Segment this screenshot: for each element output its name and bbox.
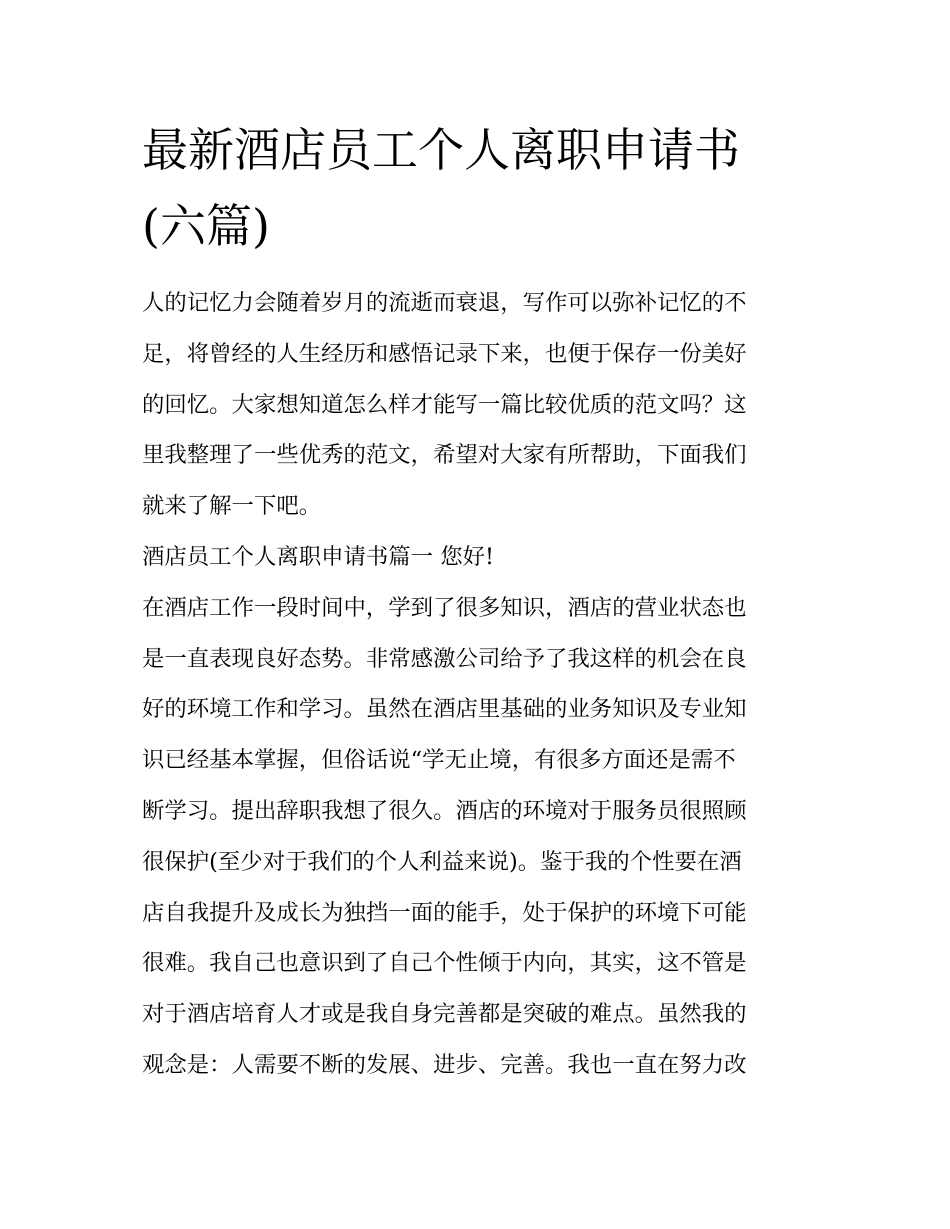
document-body	[142, 278, 814, 1091]
document-content	[142, 112, 814, 1091]
title-line: 最新酒店员工个人离职申请书	[142, 123, 740, 177]
paragraph-line: 店自我提升及成长为独挡一面的能手，处于保护的环境下可能	[142, 899, 747, 926]
paragraph-line: 断学习。提出辞职我想了很久。酒店的环境对于服务员很照顾	[142, 797, 747, 824]
title-line: (六篇)	[142, 199, 270, 253]
paragraph-line: 里我整理了一些优秀的范文，希望对大家有所帮助，下面我们	[142, 442, 747, 469]
paragraph-line: 的回忆。大家想知道怎么样才能写一篇比较优质的范文吗？这	[142, 391, 747, 418]
paragraph-line: 是一直表现良好态势。非常感激公司给予了我这样的机会在良	[142, 645, 747, 672]
document-title	[142, 112, 814, 264]
paragraph-line: 好的环境工作和学习。虽然在酒店里基础的业务知识及专业知	[142, 696, 747, 723]
paragraph-line: 很难。我自己也意识到了自己个性倾于内向，其实，这不管是	[142, 950, 747, 977]
paragraph-line: 足，将曾经的人生经历和感悟记录下来，也便于保存一份美好	[142, 340, 747, 367]
paragraph-line: 人的记忆力会随着岁月的流逝而衰退，写作可以弥补记忆的不	[142, 290, 747, 316]
paragraph-line: 很保护(至少对于我们的个人利益来说)。鉴于我的个性要在酒	[142, 848, 742, 875]
paragraph-line: 对于酒店培育人才或是我自身完善都是突破的难点。虽然我的	[142, 1001, 747, 1028]
paragraph-line: 观念是：人需要不断的发展、进步、完善。我也一直在努力改	[142, 1051, 747, 1078]
paragraph-line: 在酒店工作一段时间中，学到了很多知识，酒店的营业状态也	[142, 594, 747, 621]
paragraph-line: 就来了解一下吧。	[142, 493, 322, 520]
section-heading-line: 酒店员工个人离职申请书篇一 您好!	[142, 543, 494, 570]
paragraph-line: 识已经基本掌握，但俗话说“学无止境，有很多方面还是需不	[142, 747, 736, 774]
